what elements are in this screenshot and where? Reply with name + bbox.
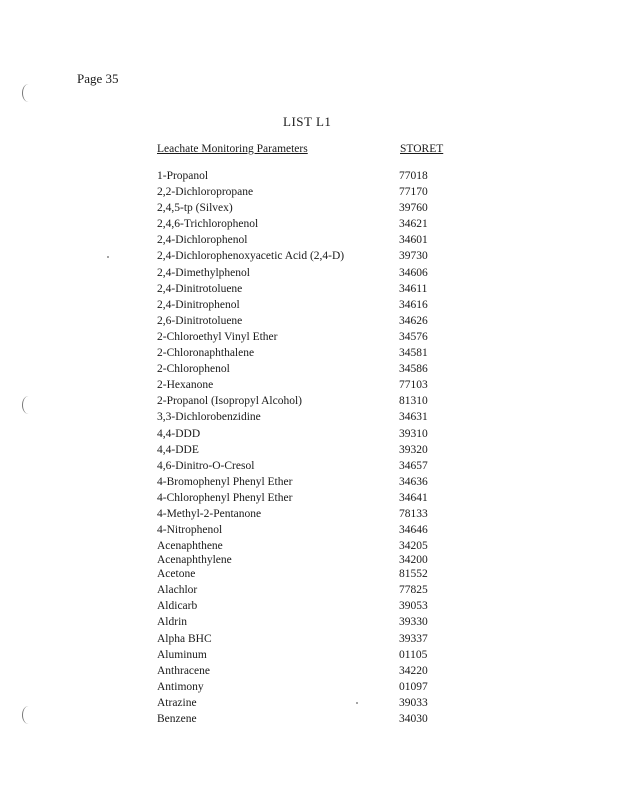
storet-code: 78133 [399,507,428,520]
table-row [0,250,618,266]
storet-code: 77103 [399,379,428,392]
table-row [0,713,618,729]
parameter-name: Acenaphthene [157,540,223,553]
parameter-list [0,170,618,729]
storet-code: 34657 [399,459,428,472]
storet-code: 81310 [399,395,428,408]
table-row [0,170,618,186]
parameter-name: 2,2-Dichloropropane [157,186,254,199]
parameter-name: 4-Bromophenyl Phenyl Ether [157,475,293,488]
storet-code: 39033 [399,696,428,709]
parameter-name: 2-Chlorophenol [157,363,230,376]
storet-code: 01097 [399,680,428,693]
storet-code: 39760 [399,202,428,215]
storet-code: 34576 [399,330,428,343]
table-row [0,202,618,218]
parameter-name: 2-Hexanone [157,379,214,392]
storet-code: 77825 [399,584,428,597]
table-row [0,600,618,616]
parameter-name: Acetone [157,568,196,581]
storet-code: 39730 [399,250,428,263]
table-row [0,649,618,665]
storet-code: 34631 [399,411,428,424]
parameter-name: 4-Nitrophenol [157,524,223,537]
parameter-name: 4,6-Dinitro-O-Cresol [157,459,255,472]
table-row [0,283,618,299]
storet-code: 34611 [399,282,428,295]
storet-code: 34621 [399,218,428,231]
storet-code: 34626 [399,314,428,327]
parameter-name: Alachlor [157,584,198,597]
parameter-name: Aldicarb [157,600,198,613]
table-row [0,508,618,524]
storet-code: 77170 [399,186,428,199]
parameter-name: Antimony [157,680,204,693]
table-row [0,665,618,681]
table-row [0,315,618,331]
table-row [0,492,618,508]
parameter-name: 2,4-Dimethylphenol [157,266,250,279]
parameter-name: Aluminum [157,648,207,661]
storet-code: 34200 [399,554,428,567]
storet-code: 34606 [399,266,428,279]
column-header-parameters: Leachate Monitoring Parameters [157,143,308,155]
parameter-name: 4-Chlorophenyl Phenyl Ether [157,491,293,504]
table-row [0,234,618,250]
storet-code: 77018 [399,170,428,182]
table-row [0,218,618,234]
table-row [0,444,618,460]
parameter-name: 2,4-Dichlorophenol [157,234,248,247]
parameter-name: 2,4-Dinitrotoluene [157,282,243,295]
page-number: Page 35 [77,71,119,86]
storet-code: 34601 [399,234,428,247]
parameter-name: Aldrin [157,616,188,629]
storet-code: 34616 [399,298,428,311]
parameter-name: 2-Chloroethyl Vinyl Ether [157,330,278,343]
parameter-name: Acenaphthylene [157,554,232,567]
storet-code: 34646 [399,524,428,537]
table-row [0,633,618,649]
table-row [0,299,618,315]
storet-code: 34220 [399,664,428,677]
parameter-name: 2,4-Dinitrophenol [157,298,240,311]
table-row [0,331,618,347]
parameter-name: 2-Chloronaphthalene [157,347,255,360]
storet-code: 34205 [399,540,428,553]
table-row [0,379,618,395]
table-row [0,476,618,492]
table-row [0,460,618,476]
storet-code: 34641 [399,491,428,504]
table-row [0,697,618,713]
storet-code: 34030 [399,713,428,725]
table-row [0,347,618,363]
parameter-name: Anthracene [157,664,210,677]
parameter-name: Atrazine [157,696,197,709]
parameter-name: Alpha BHC [157,632,212,645]
table-row [0,267,618,283]
column-header-storet: STORET [400,143,444,155]
table-row [0,428,618,444]
parameter-name: 2,4-Dichlorophenoxyacetic Acid (2,4-D) [157,250,345,263]
parameter-name: 4,4-DDE [157,443,199,456]
parameter-name: Benzene [157,713,197,725]
punch-hole-mark-top [22,84,35,102]
parameter-name: 2,4,5-tp (Silvex) [157,202,233,215]
storet-code: 39337 [399,632,428,645]
storet-code: 39310 [399,427,428,440]
table-row [0,186,618,202]
parameter-name: 4,4-DDD [157,427,201,440]
parameter-name: 4-Methyl-2-Pentanone [157,507,262,520]
storet-code: 34636 [399,475,428,488]
table-row [0,554,618,568]
list-title: LIST L1 [283,114,332,129]
storet-code: 01105 [399,648,428,661]
parameter-name: 2,6-Dinitrotoluene [157,314,243,327]
storet-code: 39330 [399,616,428,629]
table-row [0,395,618,411]
storet-code: 34581 [399,347,428,360]
storet-code: 39053 [399,600,428,613]
table-row [0,584,618,600]
table-row [0,411,618,427]
table-row [0,363,618,379]
table-row [0,524,618,540]
parameter-name: 1-Propanol [157,170,209,182]
table-row [0,568,618,584]
table-row [0,681,618,697]
table-row [0,540,618,554]
storet-code: 39320 [399,443,428,456]
parameter-name: 3,3-Dichlorobenzidine [157,411,261,424]
parameter-name: 2-Propanol (Isopropyl Alcohol) [157,395,303,408]
storet-code: 34586 [399,363,428,376]
storet-code: 81552 [399,568,428,581]
parameter-name: 2,4,6-Trichlorophenol [157,218,259,231]
table-row [0,616,618,632]
